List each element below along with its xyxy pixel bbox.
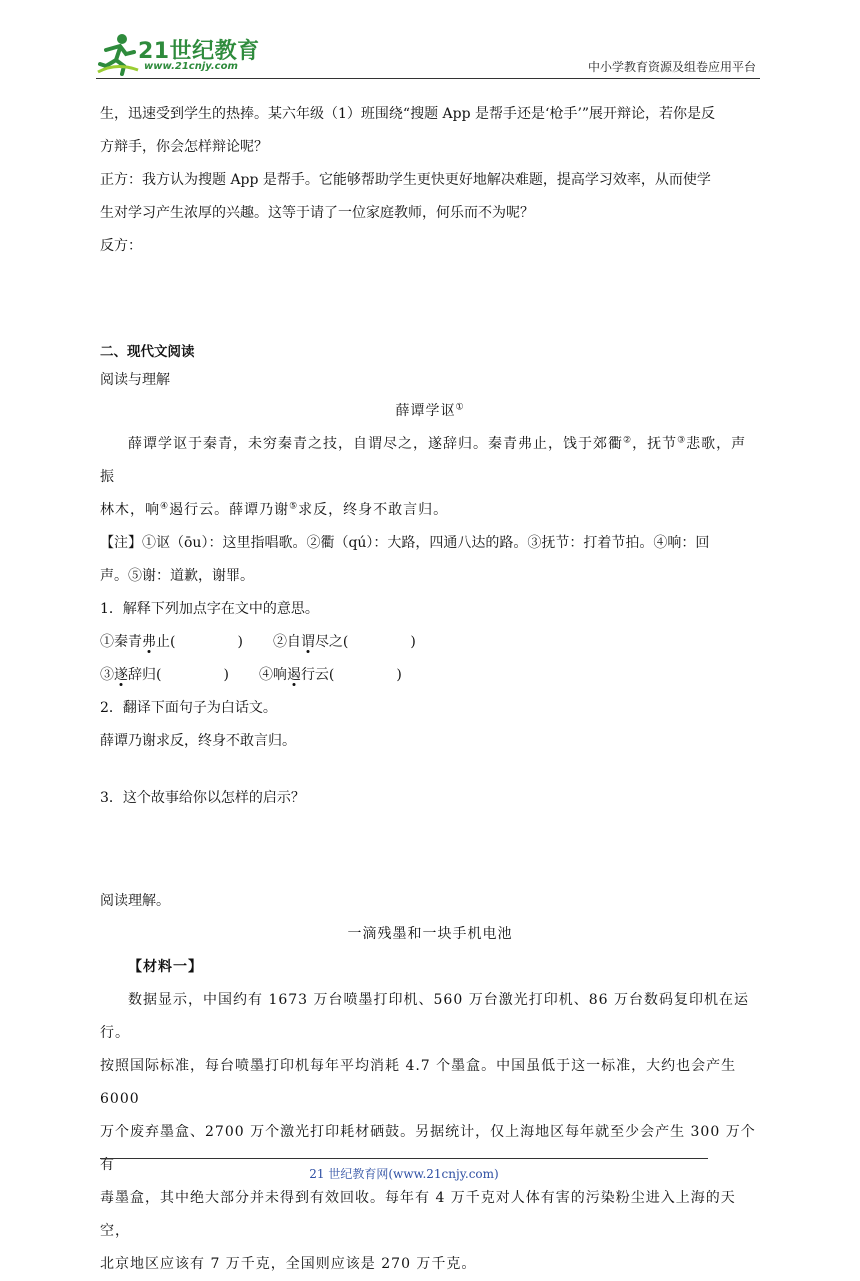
item-text: ) bbox=[396, 667, 402, 683]
question-3: 3．这个故事给你以怎样的启示？ bbox=[100, 790, 305, 806]
footer-divider bbox=[100, 1158, 708, 1159]
section-intro: 阅读理解。 bbox=[100, 893, 170, 909]
question-1-items-row bbox=[100, 626, 760, 659]
footnote-marker: ① bbox=[455, 402, 465, 413]
logo-domain-text: www.21cnjy.com bbox=[144, 61, 238, 72]
passage-text bbox=[100, 428, 760, 494]
footnote-marker: ⑤ bbox=[289, 501, 299, 512]
note: 【注】①讴（ōu）：这里指唱歌。②衢（qú）：大路，四通八达的路。③抚节：打着节拍。④响：回 bbox=[100, 535, 710, 551]
site-logo bbox=[96, 32, 266, 76]
item-text: ④响 bbox=[258, 667, 287, 683]
document-body bbox=[100, 98, 760, 1281]
passage-title-text: 薛谭学讴 bbox=[395, 403, 456, 419]
material-text: 万个废弃墨盒、2700 万个激光打印耗材硒鼓。另据统计，仅上海地区每年就至少会产生 300 万个有 bbox=[100, 1124, 756, 1173]
question-2: 2．翻译下面句子为白话文。 bbox=[100, 700, 277, 716]
dotted-char: 弗 bbox=[142, 634, 156, 650]
paragraph: 方辩手，你会怎样辩论呢？ bbox=[100, 139, 268, 155]
page-header bbox=[96, 30, 760, 79]
section-intro: 阅读与理解 bbox=[100, 372, 170, 388]
question-2-sentence: 薛谭乃谢求反，终身不敢言归。 bbox=[100, 733, 296, 749]
page-footer[interactable]: 21 世纪教育网(www.21cnjy.com) bbox=[309, 1167, 499, 1181]
footnote-marker: ④ bbox=[160, 501, 170, 512]
passage-segment: 林木，响 bbox=[100, 502, 160, 518]
item-text: ) bbox=[237, 634, 243, 650]
footnote-marker: ② bbox=[623, 435, 633, 446]
item-text: ③ bbox=[100, 667, 114, 683]
paragraph: 正方：我方认为搜题 App 是帮手。它能够帮助学生更快更好地解决难题，提高学习效率，从而使学 bbox=[100, 172, 711, 188]
passage-segment: ，抚节 bbox=[632, 436, 678, 452]
material-text: 北京地区应该有 7 万千克，全国则应该是 270 万千克。 bbox=[100, 1256, 477, 1272]
item-text: 辞归( bbox=[128, 667, 162, 683]
item-text: ) bbox=[410, 634, 416, 650]
dotted-char: 遏 bbox=[286, 667, 301, 683]
dotted-char: 谓 bbox=[300, 634, 315, 650]
material-text: 按照国际标准，每台喷墨打印机每年平均消耗 4.7 个墨盒。中国虽低于这一标准，大约也会产生 6000 bbox=[100, 1058, 737, 1107]
paragraph: 生，迅速受到学生的热捧。某六年级（1）班围绕“搜题 App 是帮手还是‘枪手’”展开辩论，若你是反 bbox=[100, 106, 716, 122]
material-text: 毒墨盒，其中绝大部分并未得到有效回收。每年有 4 万千克对人体有害的污染粉尘进入上海的天空， bbox=[100, 1190, 736, 1239]
logo-brand-text: 21世纪教育 bbox=[138, 39, 260, 64]
passage-segment: 求反，终身不敢言归。 bbox=[298, 502, 449, 518]
passage-segment: 薛谭学讴于秦青，未穷秦青之技，自谓尽之，遂辞归。秦青弗止，饯于郊衢 bbox=[128, 436, 623, 452]
item-text: 行云( bbox=[300, 667, 335, 683]
passage-segment: 遏行云。薛谭乃谢 bbox=[169, 502, 290, 518]
material-text: 数据显示，中国约有 1673 万台喷墨打印机、560 万台激光打印机、86 万台数码复印机在运行。 bbox=[100, 992, 749, 1041]
item-text: 止( bbox=[156, 634, 176, 650]
item-text: ①秦青 bbox=[100, 634, 142, 650]
material-label: 【材料一】 bbox=[128, 959, 203, 975]
passage-title: 一滴残墨和一块手机电池 bbox=[347, 926, 513, 942]
item-text: ) bbox=[223, 667, 229, 683]
passage-text bbox=[100, 494, 760, 527]
question-1: 1．解释下列加点字在文中的意思。 bbox=[100, 601, 319, 617]
footnote-marker: ③ bbox=[677, 435, 687, 446]
question-1-items-row bbox=[100, 659, 760, 692]
paragraph: 生对学习产生浓厚的兴趣。这等于请了一位家庭教师，何乐而不为呢？ bbox=[100, 205, 534, 221]
note: 声。⑤谢：道歉，谢罪。 bbox=[100, 568, 254, 584]
passage-title bbox=[100, 395, 760, 428]
answer-label: 反方： bbox=[100, 238, 142, 254]
item-text: ②自 bbox=[272, 634, 301, 650]
dotted-char: 遂 bbox=[114, 667, 128, 683]
running-figure-icon bbox=[96, 32, 140, 76]
section-heading: 二、现代文阅读 bbox=[100, 344, 195, 360]
item-text: 尽之( bbox=[314, 634, 349, 650]
platform-name: 中小学教育资源及组卷应用平台 bbox=[587, 60, 756, 74]
passage-segment: 悲歌，声振 bbox=[100, 436, 747, 485]
